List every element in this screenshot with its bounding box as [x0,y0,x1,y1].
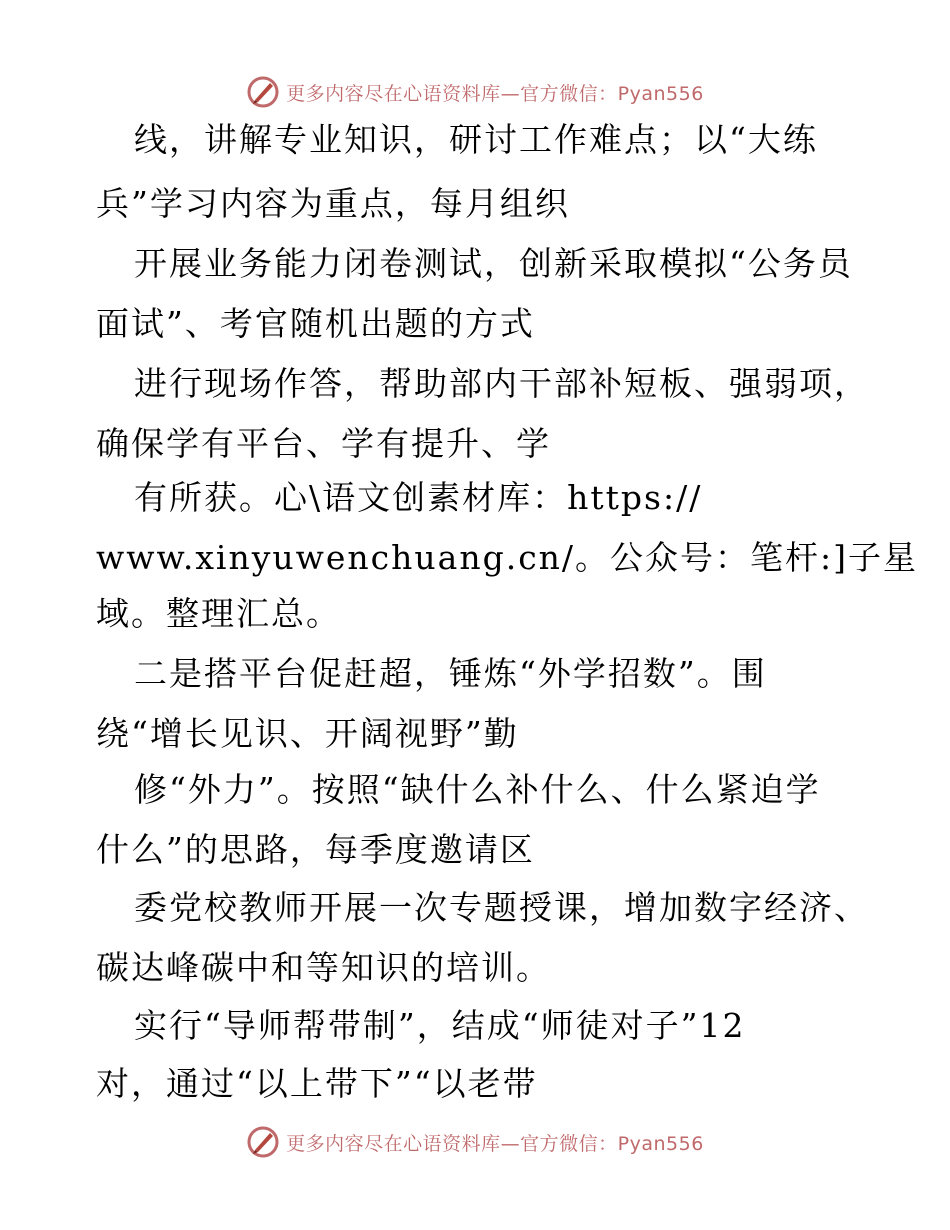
watermark-text: 更多内容尽在心语资料库—官方微信：Pyan556 [286,82,704,105]
paragraph-line: 什么”的思路，每季度邀请区 [96,830,535,869]
paragraph-line: 开展业务能力闭卷测试，创新采取模拟“公务员 [134,244,853,283]
paragraph-line: 确保学有平台、学有提升、学 [96,424,551,463]
header-watermark [0,72,950,112]
quill-pen-logo-icon [246,1125,280,1159]
paragraph-line: 线，讲解专业知识，研讨工作难点；以“大练 [134,120,818,159]
paragraph-line: www.xinyuwenchuang.cn/。公众号：笔杆:]子星 [96,538,919,577]
paragraph-line: 碳达峰碳中和等知识的培训。 [96,948,551,987]
paragraph-line: 域。整理汇总。 [96,594,341,633]
watermark-text: 更多内容尽在心语资料库—官方微信：Pyan556 [286,1132,704,1155]
paragraph-line: 面试”、考官随机出题的方式 [96,304,535,343]
paragraph-line: 对，通过“以上带下”“以老带 [96,1064,538,1103]
paragraph-line: 有所获。心\语文创素材库：https:// [134,478,703,517]
paragraph-line: 绕“增长见识、开阔视野”勤 [96,714,519,753]
quill-pen-logo-icon [246,75,280,109]
footer-watermark [0,1122,950,1162]
paragraph-line: 进行现场作答，帮助部内干部补短板、强弱项， [134,364,869,403]
paragraph-line: 兵”学习内容为重点，每月组织 [96,184,570,223]
paragraph-line: 实行“导师帮带制”，结成“师徒对子”12 [134,1006,746,1045]
paragraph-line: 委党校教师开展一次专题授课，增加数字经济、 [134,888,869,927]
paragraph-line: 二是搭平台促赶超，锤炼“外学招数”。围 [134,654,767,693]
paragraph-line: 修“外力”。按照“缺什么补什么、什么紧迫学 [134,770,821,809]
